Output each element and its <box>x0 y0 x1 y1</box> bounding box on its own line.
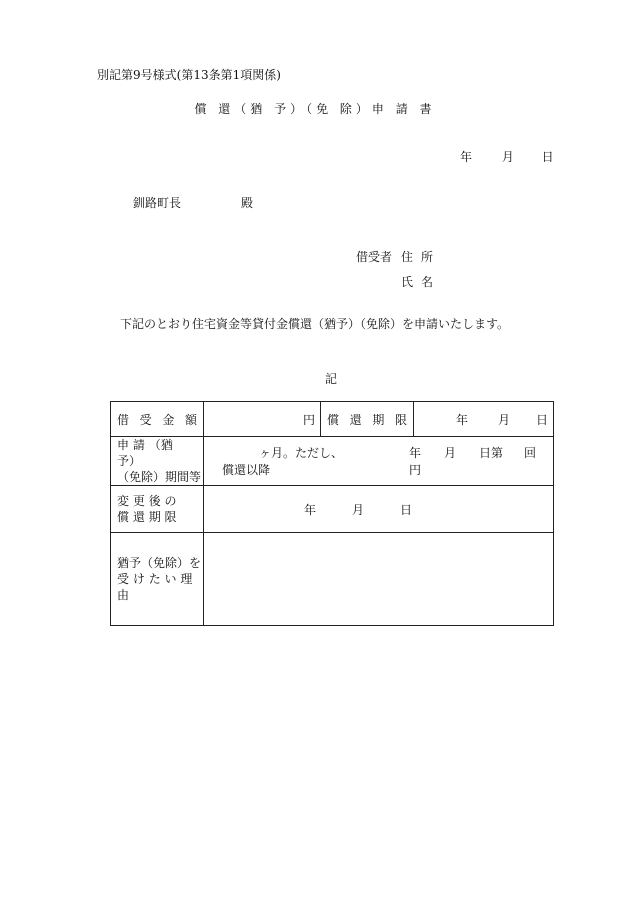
repayment-period-label: 償 還 期 限 <box>321 402 414 437</box>
application-date <box>460 148 554 165</box>
ki-heading: 記 <box>324 372 337 386</box>
borrower-role-label: 借受者 <box>356 250 393 264</box>
day-label: 日 <box>541 150 554 164</box>
yen-unit: 円 <box>302 412 315 427</box>
addressee <box>133 194 253 211</box>
form-number-label: 別記第9号様式(第13条第1項関係) <box>97 68 281 82</box>
table-row <box>111 486 554 533</box>
request-period-label: 申 請 （猶 予） （免除）期間等 <box>111 437 204 486</box>
addressee-name: 釧路町長 <box>133 196 182 210</box>
reason-field[interactable] <box>204 533 554 626</box>
request-statement: 下記のとおり住宅資金等貸付金償還（猶予）（免除）を申請いたします。 <box>120 317 510 331</box>
table-row <box>111 437 554 486</box>
table-row <box>111 533 554 626</box>
table-row <box>111 402 554 437</box>
changed-deadline-label: 変 更 後 の 償 還 期 限 <box>111 486 204 533</box>
document-title: 償 還（猶 予）（免 除）申 請 書 <box>194 102 436 116</box>
year-label: 年 <box>460 150 473 164</box>
months-text: ヶ月。ただし、 <box>259 446 344 460</box>
loan-amount-field[interactable] <box>204 402 321 437</box>
borrower-name-label: 氏名 <box>401 275 442 289</box>
reason-label: 猶予（免除）を 受 け た い 理 由 <box>111 533 204 626</box>
application-table <box>110 401 554 626</box>
month-label: 月 <box>501 150 514 164</box>
loan-amount-label: 借 受 金 額 <box>111 402 204 437</box>
repayment-period-field[interactable]: 年 月 日 <box>414 402 554 437</box>
after-repayment-text: 償還以降 <box>222 463 271 477</box>
request-period-field[interactable]: ヶ月。ただし、 年 月 日第 回 償還以降 円 <box>204 437 554 486</box>
borrower-address-label: 住所 <box>401 250 442 264</box>
changed-deadline-field[interactable]: 年 月 日 <box>204 486 554 533</box>
addressee-honorific: 殿 <box>241 196 254 210</box>
